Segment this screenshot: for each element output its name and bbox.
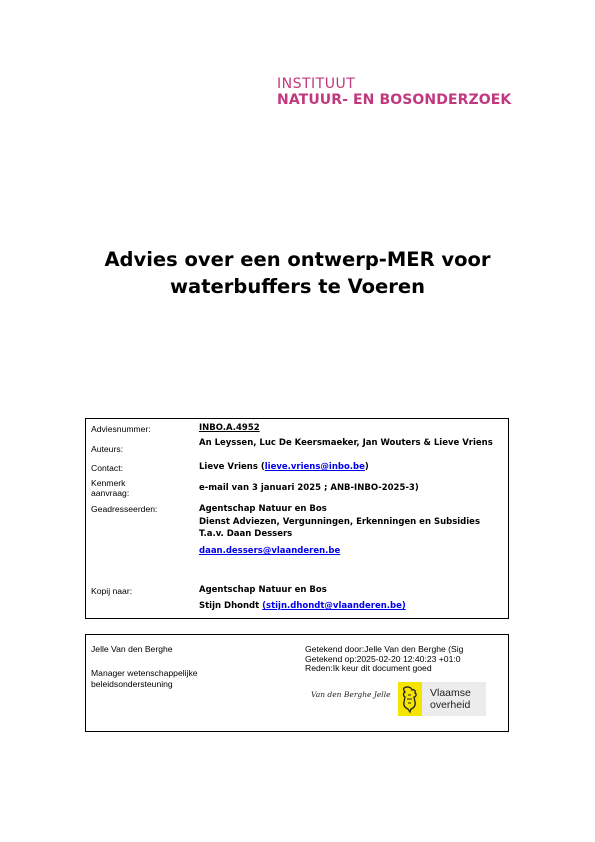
kenmerk-value: e-mail van 3 januari 2025 ; ANB-INBO-2025-3) [199,483,419,493]
handwritten-signature: Van den Berghe Jelle [311,690,391,699]
geadresseerden-email-link[interactable]: daan.dessers@vlaanderen.be [199,546,341,556]
contact-label: Contact: [91,463,124,473]
geadresseerden-line-3: T.a.v. Daan Dessers [199,529,293,539]
kopij-line-1: Agentschap Natuur en Bos [199,585,327,595]
contact-close: ) [364,462,369,472]
signed-by: Getekend door:Jelle Van den Berghe (Sig [305,645,464,654]
kopij-email-link[interactable]: (stijn.dhondt@vlaanderen.be) [262,601,406,611]
info-table [85,418,509,619]
signature-box [85,634,509,732]
signature-reason: Reden:Ik keur dit document goed [305,663,432,674]
geadresseerden-email-wrap [199,547,505,557]
vlaamse-overheid-logo [398,682,486,716]
signer-role-line-1: Manager wetenschappelijke [91,668,198,678]
adviesnummer-label: Adviesnummer: [91,424,151,434]
document-title [0,246,595,300]
auteurs-label: Auteurs: [91,444,124,454]
lion-icon [398,682,422,716]
vo-text [430,688,471,711]
logo-line-1: INSTITUUT [277,76,356,92]
inbo-logo [277,76,511,109]
geadresseerden-label: Geadresseerden: [91,504,158,514]
geadresseerden-line-1: Agentschap Natuur en Bos [199,504,327,514]
kenmerk-label-1: Kenmerk [91,478,126,488]
logo-line-2: NATUUR- EN BOSONDERZOEK [277,92,512,108]
contact-name: Lieve Vriens ( [199,462,265,472]
kopij-label: Kopij naar: [91,586,133,596]
vo-line-2: overheid [430,698,471,711]
contact-value [199,463,505,473]
kopij-line-2 [199,602,505,612]
kopij-name: Stijn Dhondt [199,601,263,611]
auteurs-value: An Leyssen, Luc De Keersmaeker, Jan Wouters & Lieve Vriens [199,438,493,448]
contact-email-link[interactable]: lieve.vriens@inbo.be [264,462,365,472]
vo-line-1: Vlaamse [430,687,471,699]
digital-signature-info [305,645,510,674]
signer-role-line-2: beleidsondersteuning [91,679,173,689]
title-line-2: waterbuffers te Voeren [170,275,425,298]
geadresseerden-line-2: Dienst Adviezen, Vergunningen, Erkenningen en Subsidies [199,517,481,527]
signed-on: Getekend op:2025-02-20 12:40:23 +01:0 [305,653,461,664]
title-line-1: Advies over een ontwerp-MER voor [104,248,491,271]
adviesnummer-value: INBO.A.4952 [199,423,260,433]
kenmerk-label-2: aanvraag: [91,488,130,498]
signer-name: Jelle Van den Berghe [91,644,173,654]
